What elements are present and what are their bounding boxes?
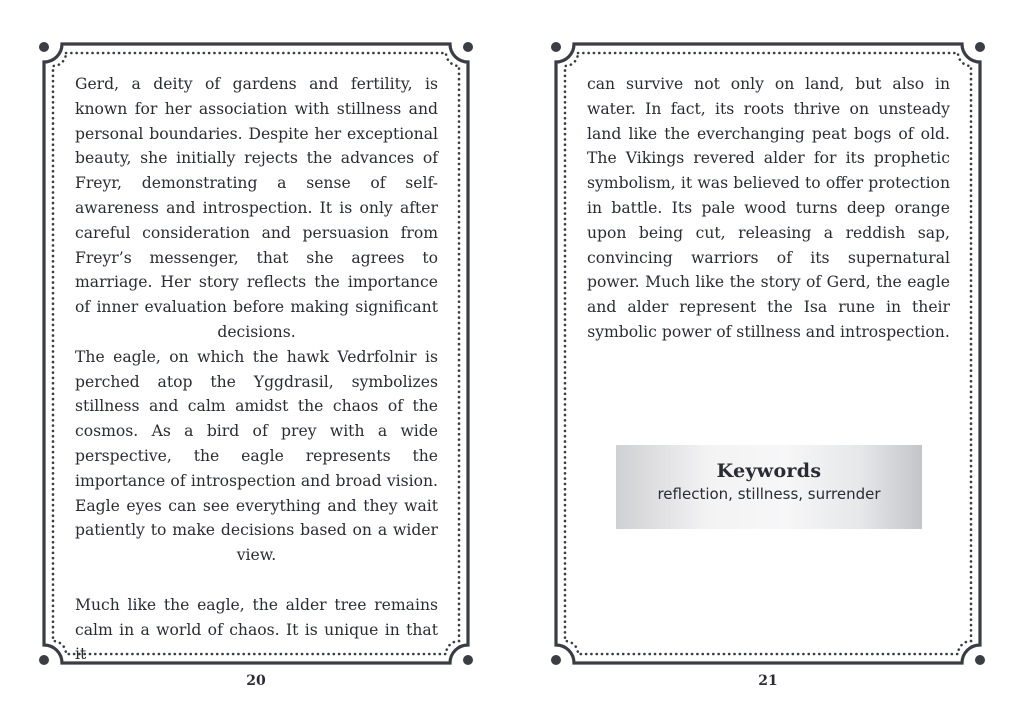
corner-dot bbox=[463, 42, 473, 52]
paragraph-eagle: The eagle, on which the hawk Vedrfolnir is perched atop the Yggdrasil, symbolizes stillness and calm amidst the chaos of the cosmos. As a bird of prey with a wide perspective, the eagle represents the importance of introspection and broad vision. Eagle eyes can see everything and they wait patiently to make decisions based on a wider view. bbox=[75, 347, 438, 565]
corner-dot bbox=[39, 42, 49, 52]
corner-dot bbox=[975, 655, 985, 665]
paragraph-alder-start: Much like the eagle, the alder tree remains calm in a world of chaos. It is unique in that it bbox=[75, 595, 438, 664]
paragraph-alder-continued: can survive not only on land, but also in water. In fact, its roots thrive on unsteady land like the everchanging peat bogs of old. The Vikings revered alder for its prophetic symbolism, it was believed to offer protection in battle. Its pale wood turns deep orange upon being cut, releasing a reddish sap, convincing warriors of its supernatural power. Much like the story of Gerd, the eagle and alder represent the Isa rune in their symbolic power of stillness and introspection. bbox=[587, 75, 950, 341]
corner-dot bbox=[551, 655, 561, 665]
keywords-title: Keywords bbox=[716, 460, 822, 482]
corner-dot bbox=[551, 42, 561, 52]
body-text bbox=[587, 72, 950, 345]
corner-dot bbox=[39, 655, 49, 665]
page-number: 21 bbox=[758, 673, 778, 689]
keywords-box bbox=[616, 445, 922, 529]
corner-dot bbox=[975, 42, 985, 52]
corner-dot bbox=[463, 655, 473, 665]
body-text bbox=[75, 72, 438, 667]
right-page bbox=[512, 0, 1024, 707]
paragraph-gerd: Gerd, a deity of gardens and fertility, is known for her association with stillness and personal boundaries. Despite her exceptional beauty, she initially rejects the advances of Freyr, demonstrating a sense of self-awareness and introspection. It is only after careful consideration and persuasion from Freyr’s messenger, that she agrees to marriage. Her story reflects the importance of inner evaluation before making significant decisions. bbox=[75, 75, 438, 341]
page-number: 20 bbox=[246, 673, 266, 689]
keywords-list: reflection, stillness, surrender bbox=[657, 485, 881, 503]
